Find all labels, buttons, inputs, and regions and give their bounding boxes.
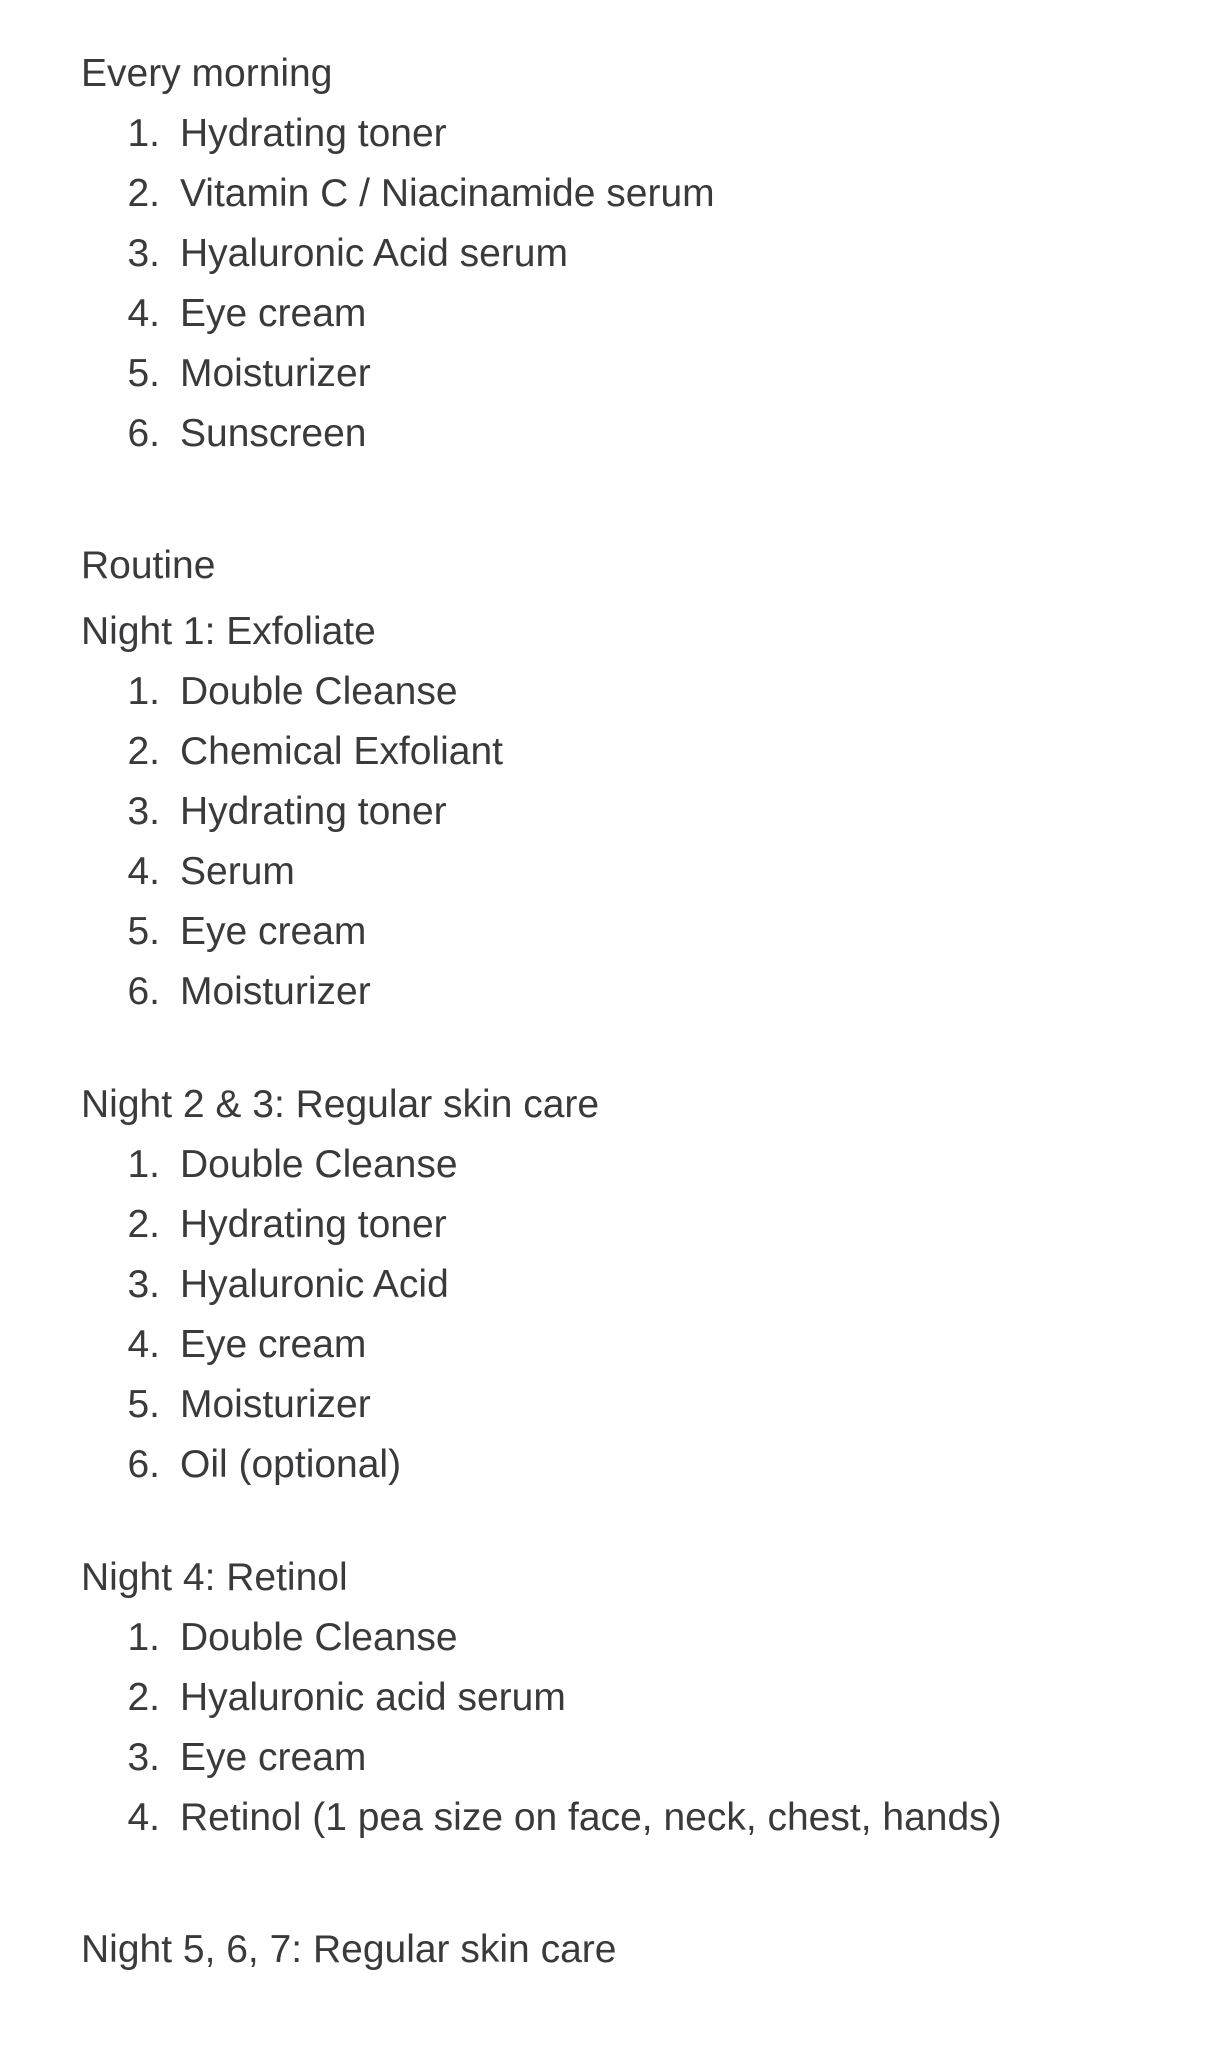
list-item	[81, 1315, 1201, 1375]
list-number: 4.	[127, 292, 160, 335]
list-number: 5.	[127, 1383, 160, 1426]
list-number: 4.	[127, 1796, 160, 1839]
list-item-text: Moisturizer	[180, 1383, 371, 1426]
list-item	[81, 1788, 1201, 1848]
list-item	[81, 104, 1201, 164]
list-item-text: Vitamin C / Niacinamide serum	[180, 172, 715, 215]
list-item	[81, 842, 1201, 902]
section-heading: Night 5, 6, 7: Regular skin care	[81, 1928, 617, 1971]
list-item	[81, 1255, 1201, 1315]
list-item-text: Moisturizer	[180, 970, 371, 1013]
numbered-list	[81, 104, 1201, 464]
list-item	[81, 224, 1201, 284]
list-number: 1.	[127, 112, 160, 155]
list-item	[81, 662, 1201, 722]
list-number: 2.	[127, 172, 160, 215]
list-item	[81, 1728, 1201, 1788]
list-item-text: Double Cleanse	[180, 1143, 458, 1186]
list-item-text: Hydrating toner	[180, 1203, 447, 1246]
list-item-text: Eye cream	[180, 1323, 367, 1366]
list-item-text: Double Cleanse	[180, 1616, 458, 1659]
list-item	[81, 404, 1201, 464]
list-item	[81, 1435, 1201, 1495]
list-item	[81, 722, 1201, 782]
list-item	[81, 344, 1201, 404]
blank-line	[81, 1022, 1201, 1075]
list-number: 3.	[127, 790, 160, 833]
list-item-text: Serum	[180, 850, 295, 893]
list-item-text: Hyaluronic Acid serum	[180, 232, 568, 275]
blank-line	[81, 1848, 1201, 1920]
list-item	[81, 902, 1201, 962]
note-body[interactable]	[81, 44, 1201, 1980]
list-item	[81, 962, 1201, 1022]
list-number: 1.	[127, 670, 160, 713]
list-number: 3.	[127, 1263, 160, 1306]
numbered-list	[81, 662, 1201, 1022]
list-item-text: Eye cream	[180, 292, 367, 335]
list-item-text: Double Cleanse	[180, 670, 458, 713]
blank-line	[81, 1495, 1201, 1548]
numbered-list	[81, 1135, 1201, 1495]
list-item	[81, 1375, 1201, 1435]
list-item-text: Moisturizer	[180, 352, 371, 395]
list-item-text: Chemical Exfoliant	[180, 730, 503, 773]
list-item-text: Oil (optional)	[180, 1443, 402, 1486]
blank-line	[81, 464, 1201, 536]
list-number: 4.	[127, 850, 160, 893]
section-heading: Night 2 & 3: Regular skin care	[81, 1083, 600, 1126]
section-heading: Night 4: Retinol	[81, 1556, 348, 1599]
list-item-text: Hydrating toner	[180, 112, 447, 155]
list-number: 4.	[127, 1323, 160, 1366]
section-heading: Night 1: Exfoliate	[81, 610, 376, 653]
list-number: 5.	[127, 352, 160, 395]
list-item-text: Hyaluronic Acid	[180, 1263, 449, 1306]
list-item	[81, 164, 1201, 224]
section-heading: Every morning	[81, 52, 333, 95]
list-number: 2.	[127, 1676, 160, 1719]
list-item-text: Eye cream	[180, 910, 367, 953]
list-number: 6.	[127, 970, 160, 1013]
list-item-text: Hydrating toner	[180, 790, 447, 833]
list-item	[81, 284, 1201, 344]
list-item	[81, 1608, 1201, 1668]
list-number: 3.	[127, 232, 160, 275]
list-item	[81, 1668, 1201, 1728]
list-item	[81, 1135, 1201, 1195]
list-number: 3.	[127, 1736, 160, 1779]
list-item-text: Sunscreen	[180, 412, 367, 455]
list-item-text: Retinol (1 pea size on face, neck, chest, hands)	[180, 1796, 1002, 1839]
list-item	[81, 782, 1201, 842]
list-item	[81, 1195, 1201, 1255]
list-number: 2.	[127, 1203, 160, 1246]
list-number: 1.	[127, 1616, 160, 1659]
list-number: 6.	[127, 1443, 160, 1486]
numbered-list	[81, 1608, 1201, 1848]
list-number: 5.	[127, 910, 160, 953]
list-number: 6.	[127, 412, 160, 455]
list-item-text: Hyaluronic acid serum	[180, 1676, 566, 1719]
list-number: 2.	[127, 730, 160, 773]
list-number: 1.	[127, 1143, 160, 1186]
list-item-text: Eye cream	[180, 1736, 367, 1779]
section-heading: Routine	[81, 544, 216, 587]
